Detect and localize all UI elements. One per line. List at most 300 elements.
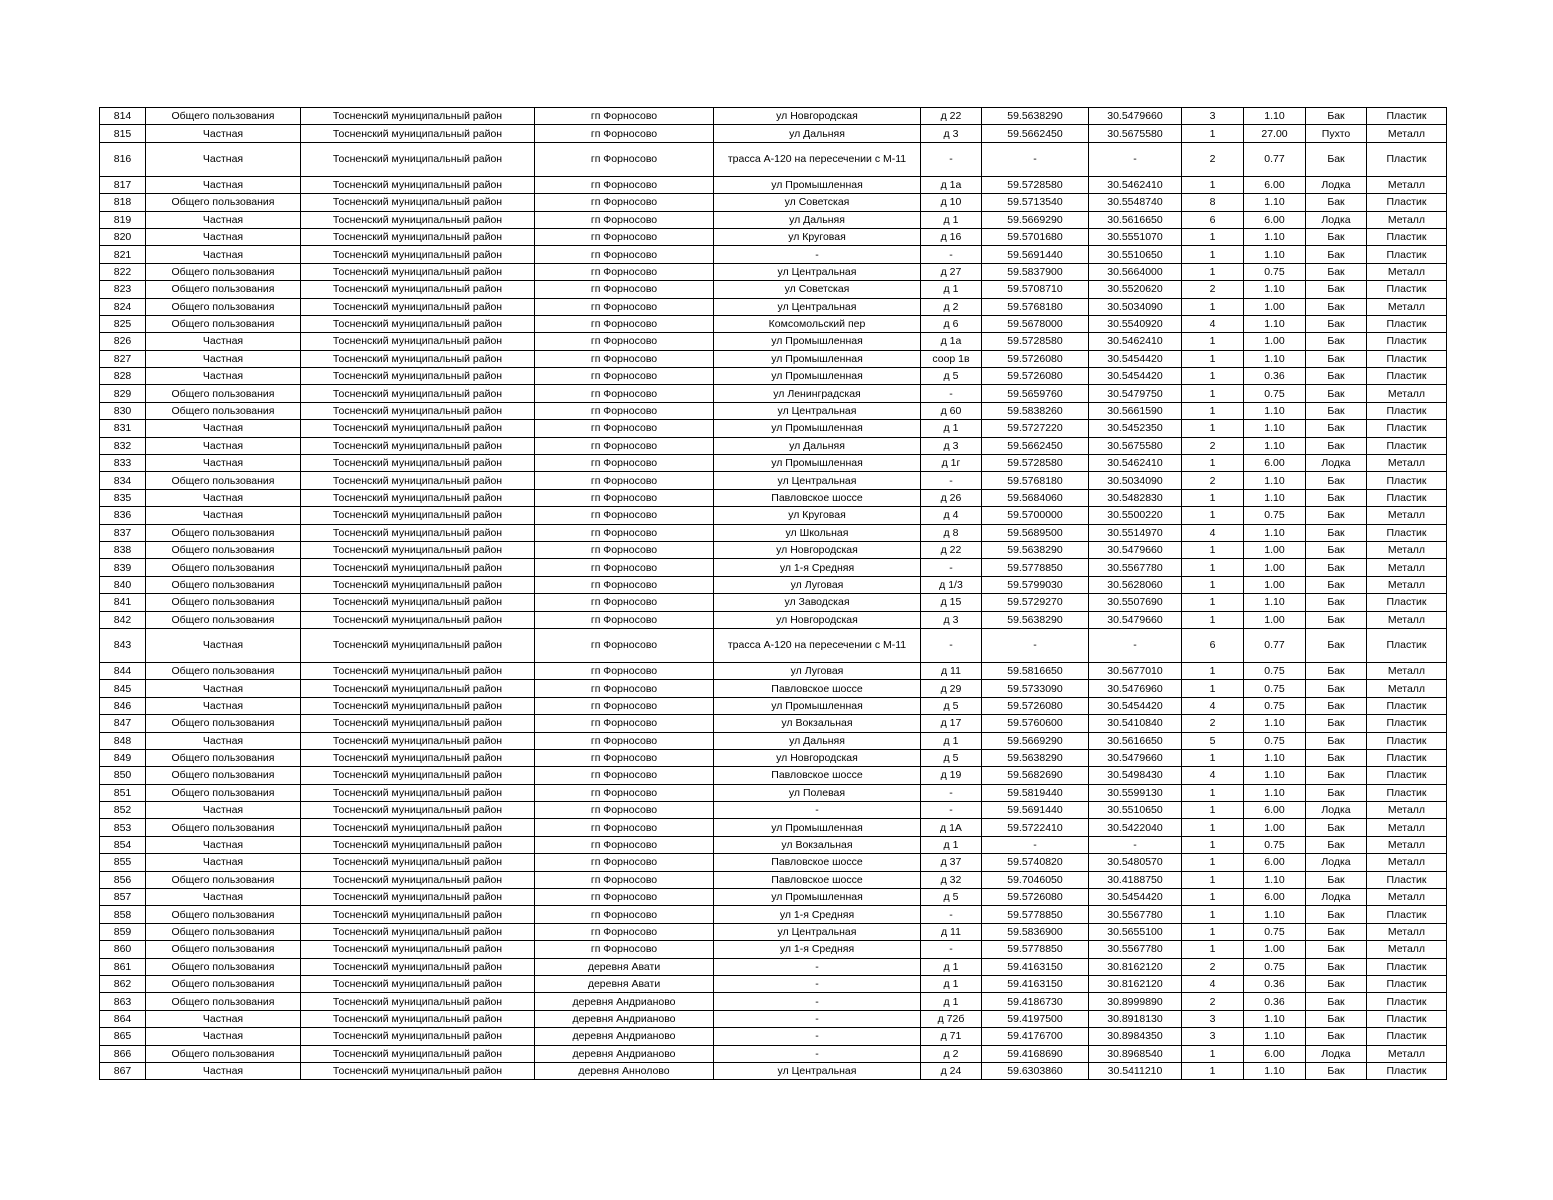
street-cell: ул Ленинградская <box>714 385 921 402</box>
container-volume-cell: 1.10 <box>1244 906 1306 923</box>
container-count-cell: 1 <box>1182 420 1244 437</box>
settlement-cell: гп Форносово <box>535 871 714 888</box>
container-count-cell: 2 <box>1182 715 1244 732</box>
table-row <box>100 611 1447 628</box>
row-number-cell: 833 <box>100 455 146 472</box>
latitude-cell: 59.5836900 <box>982 923 1089 940</box>
container-type-cell: Бак <box>1306 489 1367 506</box>
district-cell: Тосненский муниципальный район <box>301 472 535 489</box>
district-cell: Тосненский муниципальный район <box>301 958 535 975</box>
latitude-cell: 59.5727220 <box>982 420 1089 437</box>
container-type-cell: Бак <box>1306 662 1367 679</box>
container-material-cell: Пластик <box>1367 524 1447 541</box>
house-cell: - <box>921 906 982 923</box>
container-volume-cell: 6.00 <box>1244 176 1306 193</box>
row-number-cell: 858 <box>100 906 146 923</box>
table-row <box>100 594 1447 611</box>
longitude-cell: 30.5551070 <box>1089 228 1182 245</box>
container-volume-cell: 0.75 <box>1244 507 1306 524</box>
settlement-cell: гп Форносово <box>535 715 714 732</box>
longitude-cell: - <box>1089 628 1182 662</box>
row-number-cell: 819 <box>100 211 146 228</box>
latitude-cell: 59.5678000 <box>982 315 1089 332</box>
container-type-cell: Бак <box>1306 594 1367 611</box>
house-cell: - <box>921 472 982 489</box>
latitude-cell: 59.5662450 <box>982 437 1089 454</box>
container-material-cell: Металл <box>1367 263 1447 280</box>
latitude-cell: 59.5799030 <box>982 576 1089 593</box>
longitude-cell: 30.5520620 <box>1089 281 1182 298</box>
container-volume-cell: 0.75 <box>1244 958 1306 975</box>
container-type-cell: Бак <box>1306 402 1367 419</box>
container-volume-cell: 0.75 <box>1244 732 1306 749</box>
ownership-type-cell: Общего пользования <box>146 784 301 801</box>
table-row <box>100 715 1447 732</box>
table-row <box>100 662 1447 679</box>
house-cell: д 60 <box>921 402 982 419</box>
container-type-cell: Бак <box>1306 298 1367 315</box>
container-count-cell: 1 <box>1182 836 1244 853</box>
longitude-cell: 30.5479660 <box>1089 749 1182 766</box>
house-cell: - <box>921 559 982 576</box>
container-material-cell: Металл <box>1367 385 1447 402</box>
row-number-cell: 854 <box>100 836 146 853</box>
container-type-cell: Лодка <box>1306 1045 1367 1062</box>
street-cell: ул Промышленная <box>714 697 921 714</box>
row-number-cell: 855 <box>100 854 146 871</box>
row-number-cell: 853 <box>100 819 146 836</box>
house-cell: - <box>921 628 982 662</box>
settlement-cell: гп Форносово <box>535 559 714 576</box>
container-count-cell: 1 <box>1182 228 1244 245</box>
container-count-cell: 1 <box>1182 541 1244 558</box>
house-cell: д 5 <box>921 749 982 766</box>
district-cell: Тосненский муниципальный район <box>301 732 535 749</box>
container-type-cell: Бак <box>1306 576 1367 593</box>
latitude-cell: 59.5638290 <box>982 541 1089 558</box>
container-count-cell: 1 <box>1182 662 1244 679</box>
latitude-cell: 59.5713540 <box>982 194 1089 211</box>
container-material-cell: Металл <box>1367 923 1447 940</box>
ownership-type-cell: Частная <box>146 176 301 193</box>
settlement-cell: деревня Андрианово <box>535 1028 714 1045</box>
container-count-cell: 1 <box>1182 246 1244 263</box>
container-volume-cell: 0.77 <box>1244 142 1306 176</box>
row-number-cell: 824 <box>100 298 146 315</box>
settlement-cell: гп Форносово <box>535 680 714 697</box>
house-cell: д 26 <box>921 489 982 506</box>
ownership-type-cell: Частная <box>146 333 301 350</box>
container-volume-cell: 1.10 <box>1244 350 1306 367</box>
container-volume-cell: 1.10 <box>1244 402 1306 419</box>
longitude-cell: 30.5410840 <box>1089 715 1182 732</box>
ownership-type-cell: Общего пользования <box>146 715 301 732</box>
container-type-cell: Бак <box>1306 941 1367 958</box>
settlement-cell: гп Форносово <box>535 108 714 125</box>
ownership-type-cell: Частная <box>146 142 301 176</box>
row-number-cell: 847 <box>100 715 146 732</box>
container-count-cell: 1 <box>1182 402 1244 419</box>
container-volume-cell: 1.00 <box>1244 559 1306 576</box>
ownership-type-cell: Частная <box>146 732 301 749</box>
longitude-cell: 30.8999890 <box>1089 993 1182 1010</box>
container-volume-cell: 0.36 <box>1244 993 1306 1010</box>
longitude-cell: 30.8918130 <box>1089 1010 1182 1027</box>
ownership-type-cell: Общего пользования <box>146 941 301 958</box>
container-volume-cell: 6.00 <box>1244 854 1306 871</box>
longitude-cell: 30.5462410 <box>1089 333 1182 350</box>
longitude-cell: 30.8162120 <box>1089 975 1182 992</box>
house-cell: д 1г <box>921 455 982 472</box>
row-number-cell: 814 <box>100 108 146 125</box>
container-volume-cell: 0.77 <box>1244 628 1306 662</box>
container-volume-cell: 1.10 <box>1244 594 1306 611</box>
container-count-cell: 3 <box>1182 108 1244 125</box>
table-row <box>100 941 1447 958</box>
district-cell: Тосненский муниципальный район <box>301 211 535 228</box>
ownership-type-cell: Общего пользования <box>146 767 301 784</box>
table-row <box>100 507 1447 524</box>
row-number-cell: 826 <box>100 333 146 350</box>
table-row <box>100 385 1447 402</box>
latitude-cell: 59.5778850 <box>982 559 1089 576</box>
row-number-cell: 832 <box>100 437 146 454</box>
container-type-cell: Бак <box>1306 281 1367 298</box>
longitude-cell: 30.5567780 <box>1089 906 1182 923</box>
longitude-cell: 30.5500220 <box>1089 507 1182 524</box>
house-cell: д 1 <box>921 993 982 1010</box>
ownership-type-cell: Частная <box>146 1062 301 1079</box>
ownership-type-cell: Частная <box>146 1010 301 1027</box>
container-type-cell: Бак <box>1306 420 1367 437</box>
longitude-cell: 30.5567780 <box>1089 941 1182 958</box>
longitude-cell: 30.5548740 <box>1089 194 1182 211</box>
container-count-cell: 1 <box>1182 559 1244 576</box>
container-count-cell: 1 <box>1182 1045 1244 1062</box>
settlement-cell: гп Форносово <box>535 402 714 419</box>
longitude-cell: 30.5510650 <box>1089 802 1182 819</box>
container-material-cell: Пластик <box>1367 749 1447 766</box>
container-material-cell: Металл <box>1367 854 1447 871</box>
container-count-cell: 1 <box>1182 125 1244 142</box>
container-material-cell: Металл <box>1367 889 1447 906</box>
container-material-cell: Пластик <box>1367 368 1447 385</box>
container-material-cell: Пластик <box>1367 767 1447 784</box>
container-material-cell: Пластик <box>1367 333 1447 350</box>
settlement-cell: деревня Аннолово <box>535 1062 714 1079</box>
district-cell: Тосненский муниципальный район <box>301 819 535 836</box>
container-count-cell: 1 <box>1182 784 1244 801</box>
table-row <box>100 749 1447 766</box>
ownership-type-cell: Общего пользования <box>146 958 301 975</box>
ownership-type-cell: Частная <box>146 697 301 714</box>
container-type-cell: Бак <box>1306 836 1367 853</box>
row-number-cell: 815 <box>100 125 146 142</box>
table-row <box>100 350 1447 367</box>
district-cell: Тосненский муниципальный район <box>301 871 535 888</box>
table-row <box>100 576 1447 593</box>
table-row <box>100 489 1447 506</box>
container-material-cell: Металл <box>1367 576 1447 593</box>
ownership-type-cell: Общего пользования <box>146 611 301 628</box>
settlement-cell: гп Форносово <box>535 889 714 906</box>
street-cell: ул Центральная <box>714 472 921 489</box>
container-volume-cell: 6.00 <box>1244 1045 1306 1062</box>
container-volume-cell: 0.75 <box>1244 385 1306 402</box>
latitude-cell: - <box>982 142 1089 176</box>
latitude-cell: 59.5722410 <box>982 819 1089 836</box>
settlement-cell: гп Форносово <box>535 767 714 784</box>
latitude-cell: 59.5638290 <box>982 611 1089 628</box>
settlement-cell: гп Форносово <box>535 594 714 611</box>
container-type-cell: Лодка <box>1306 889 1367 906</box>
container-count-cell: 2 <box>1182 993 1244 1010</box>
container-material-cell: Пластик <box>1367 732 1447 749</box>
container-count-cell: 1 <box>1182 680 1244 697</box>
settlement-cell: гп Форносово <box>535 524 714 541</box>
district-cell: Тосненский муниципальный район <box>301 802 535 819</box>
container-material-cell: Пластик <box>1367 194 1447 211</box>
container-count-cell: 1 <box>1182 507 1244 524</box>
latitude-cell: 59.4163150 <box>982 958 1089 975</box>
settlement-cell: деревня Андрианово <box>535 993 714 1010</box>
table-row <box>100 993 1447 1010</box>
latitude-cell: 59.5816650 <box>982 662 1089 679</box>
district-cell: Тосненский муниципальный район <box>301 923 535 940</box>
house-cell: д 27 <box>921 263 982 280</box>
latitude-cell: 59.5733090 <box>982 680 1089 697</box>
house-cell: д 37 <box>921 854 982 871</box>
ownership-type-cell: Общего пользования <box>146 559 301 576</box>
house-cell: д 2 <box>921 1045 982 1062</box>
district-cell: Тосненский муниципальный район <box>301 315 535 332</box>
ownership-type-cell: Частная <box>146 368 301 385</box>
ownership-type-cell: Частная <box>146 437 301 454</box>
street-cell: ул Дальняя <box>714 732 921 749</box>
district-cell: Тосненский муниципальный район <box>301 1010 535 1027</box>
latitude-cell: 59.5726080 <box>982 889 1089 906</box>
container-material-cell: Пластик <box>1367 108 1447 125</box>
container-type-cell: Лодка <box>1306 802 1367 819</box>
settlement-cell: гп Форносово <box>535 923 714 940</box>
table-row <box>100 1028 1447 1045</box>
longitude-cell: 30.5480570 <box>1089 854 1182 871</box>
house-cell: - <box>921 246 982 263</box>
table-row <box>100 819 1447 836</box>
street-cell: ул Промышленная <box>714 420 921 437</box>
street-cell: трасса А-120 на пересечении с М-11 <box>714 142 921 176</box>
longitude-cell: 30.5454420 <box>1089 889 1182 906</box>
district-cell: Тосненский муниципальный район <box>301 350 535 367</box>
house-cell: д 1а <box>921 333 982 350</box>
longitude-cell: 30.5476960 <box>1089 680 1182 697</box>
settlement-cell: гп Форносово <box>535 246 714 263</box>
settlement-cell: гп Форносово <box>535 368 714 385</box>
container-volume-cell: 0.75 <box>1244 923 1306 940</box>
street-cell: ул Дальняя <box>714 211 921 228</box>
container-type-cell: Бак <box>1306 732 1367 749</box>
container-count-cell: 3 <box>1182 1010 1244 1027</box>
district-cell: Тосненский муниципальный район <box>301 1028 535 1045</box>
district-cell: Тосненский муниципальный район <box>301 333 535 350</box>
data-table <box>99 107 1447 1080</box>
street-cell: ул Круговая <box>714 507 921 524</box>
street-cell: Павловское шоссе <box>714 489 921 506</box>
longitude-cell: 30.5675580 <box>1089 437 1182 454</box>
container-material-cell: Пластик <box>1367 1010 1447 1027</box>
container-volume-cell: 1.10 <box>1244 1028 1306 1045</box>
ownership-type-cell: Частная <box>146 489 301 506</box>
container-volume-cell: 1.10 <box>1244 715 1306 732</box>
latitude-cell: 59.5638290 <box>982 108 1089 125</box>
row-number-cell: 823 <box>100 281 146 298</box>
container-type-cell: Бак <box>1306 767 1367 784</box>
container-material-cell: Пластик <box>1367 350 1447 367</box>
house-cell: д 1 <box>921 420 982 437</box>
ownership-type-cell: Частная <box>146 854 301 871</box>
container-count-cell: 1 <box>1182 489 1244 506</box>
longitude-cell: 30.5479750 <box>1089 385 1182 402</box>
district-cell: Тосненский муниципальный район <box>301 541 535 558</box>
container-count-cell: 1 <box>1182 819 1244 836</box>
street-cell: - <box>714 1010 921 1027</box>
row-number-cell: 829 <box>100 385 146 402</box>
latitude-cell: 59.5819440 <box>982 784 1089 801</box>
district-cell: Тосненский муниципальный район <box>301 385 535 402</box>
container-volume-cell: 0.75 <box>1244 662 1306 679</box>
street-cell: ул Новгородская <box>714 541 921 558</box>
settlement-cell: гп Форносово <box>535 281 714 298</box>
table-row <box>100 298 1447 315</box>
house-cell: д 1 <box>921 836 982 853</box>
container-type-cell: Бак <box>1306 437 1367 454</box>
container-type-cell: Бак <box>1306 958 1367 975</box>
table-row <box>100 472 1447 489</box>
street-cell: ул Новгородская <box>714 611 921 628</box>
street-cell: ул Заводская <box>714 594 921 611</box>
row-number-cell: 827 <box>100 350 146 367</box>
ownership-type-cell: Общего пользования <box>146 281 301 298</box>
container-type-cell: Бак <box>1306 350 1367 367</box>
ownership-type-cell: Общего пользования <box>146 906 301 923</box>
container-count-cell: 1 <box>1182 889 1244 906</box>
latitude-cell: 59.5701680 <box>982 228 1089 245</box>
container-count-cell: 1 <box>1182 263 1244 280</box>
latitude-cell: 59.5691440 <box>982 246 1089 263</box>
longitude-cell: 30.5567780 <box>1089 559 1182 576</box>
row-number-cell: 837 <box>100 524 146 541</box>
container-material-cell: Металл <box>1367 662 1447 679</box>
container-volume-cell: 1.00 <box>1244 576 1306 593</box>
settlement-cell: гп Форносово <box>535 611 714 628</box>
container-volume-cell: 1.00 <box>1244 819 1306 836</box>
container-volume-cell: 1.10 <box>1244 194 1306 211</box>
table-row <box>100 1062 1447 1079</box>
latitude-cell: 59.5768180 <box>982 472 1089 489</box>
container-material-cell: Металл <box>1367 298 1447 315</box>
table-row <box>100 680 1447 697</box>
container-volume-cell: 1.10 <box>1244 524 1306 541</box>
street-cell: ул Промышленная <box>714 350 921 367</box>
settlement-cell: гп Форносово <box>535 662 714 679</box>
container-type-cell: Бак <box>1306 1062 1367 1079</box>
district-cell: Тосненский муниципальный район <box>301 125 535 142</box>
container-material-cell: Пластик <box>1367 246 1447 263</box>
longitude-cell: 30.5454420 <box>1089 697 1182 714</box>
table-row <box>100 802 1447 819</box>
latitude-cell: 59.5728580 <box>982 333 1089 350</box>
settlement-cell: гп Форносово <box>535 298 714 315</box>
settlement-cell: гп Форносово <box>535 350 714 367</box>
row-number-cell: 866 <box>100 1045 146 1062</box>
settlement-cell: гп Форносово <box>535 455 714 472</box>
container-material-cell: Пластик <box>1367 315 1447 332</box>
district-cell: Тосненский муниципальный район <box>301 402 535 419</box>
latitude-cell: 59.5768180 <box>982 298 1089 315</box>
container-type-cell: Бак <box>1306 263 1367 280</box>
container-volume-cell: 1.10 <box>1244 1062 1306 1079</box>
latitude-cell: - <box>982 628 1089 662</box>
latitude-cell: 59.5708710 <box>982 281 1089 298</box>
ownership-type-cell: Общего пользования <box>146 993 301 1010</box>
latitude-cell: 59.4186730 <box>982 993 1089 1010</box>
house-cell: д 5 <box>921 889 982 906</box>
container-type-cell: Бак <box>1306 368 1367 385</box>
container-volume-cell: 1.10 <box>1244 784 1306 801</box>
container-material-cell: Металл <box>1367 559 1447 576</box>
street-cell: ул Вокзальная <box>714 715 921 732</box>
container-material-cell: Металл <box>1367 680 1447 697</box>
container-type-cell: Бак <box>1306 1028 1367 1045</box>
latitude-cell: 59.5700000 <box>982 507 1089 524</box>
container-type-cell: Бак <box>1306 194 1367 211</box>
street-cell: - <box>714 1028 921 1045</box>
longitude-cell: 30.8968540 <box>1089 1045 1182 1062</box>
settlement-cell: гп Форносово <box>535 194 714 211</box>
container-type-cell: Бак <box>1306 315 1367 332</box>
container-material-cell: Металл <box>1367 819 1447 836</box>
container-material-cell: Пластик <box>1367 437 1447 454</box>
ownership-type-cell: Общего пользования <box>146 819 301 836</box>
container-material-cell: Пластик <box>1367 1062 1447 1079</box>
table-row <box>100 402 1447 419</box>
container-count-cell: 1 <box>1182 802 1244 819</box>
house-cell: д 22 <box>921 108 982 125</box>
container-volume-cell: 27.00 <box>1244 125 1306 142</box>
container-count-cell: 1 <box>1182 611 1244 628</box>
container-volume-cell: 0.36 <box>1244 975 1306 992</box>
district-cell: Тосненский муниципальный район <box>301 836 535 853</box>
longitude-cell: 30.5661590 <box>1089 402 1182 419</box>
container-type-cell: Бак <box>1306 819 1367 836</box>
settlement-cell: гп Форносово <box>535 211 714 228</box>
container-volume-cell: 1.10 <box>1244 246 1306 263</box>
container-count-cell: 2 <box>1182 472 1244 489</box>
settlement-cell: гп Форносово <box>535 472 714 489</box>
house-cell: д 24 <box>921 1062 982 1079</box>
house-cell: д 5 <box>921 697 982 714</box>
district-cell: Тосненский муниципальный район <box>301 889 535 906</box>
street-cell: ул 1-я Средняя <box>714 559 921 576</box>
house-cell: д 1 <box>921 211 982 228</box>
ownership-type-cell: Частная <box>146 836 301 853</box>
ownership-type-cell: Общего пользования <box>146 541 301 558</box>
row-number-cell: 846 <box>100 697 146 714</box>
row-number-cell: 857 <box>100 889 146 906</box>
table-row <box>100 871 1447 888</box>
district-cell: Тосненский муниципальный район <box>301 368 535 385</box>
container-count-cell: 1 <box>1182 455 1244 472</box>
